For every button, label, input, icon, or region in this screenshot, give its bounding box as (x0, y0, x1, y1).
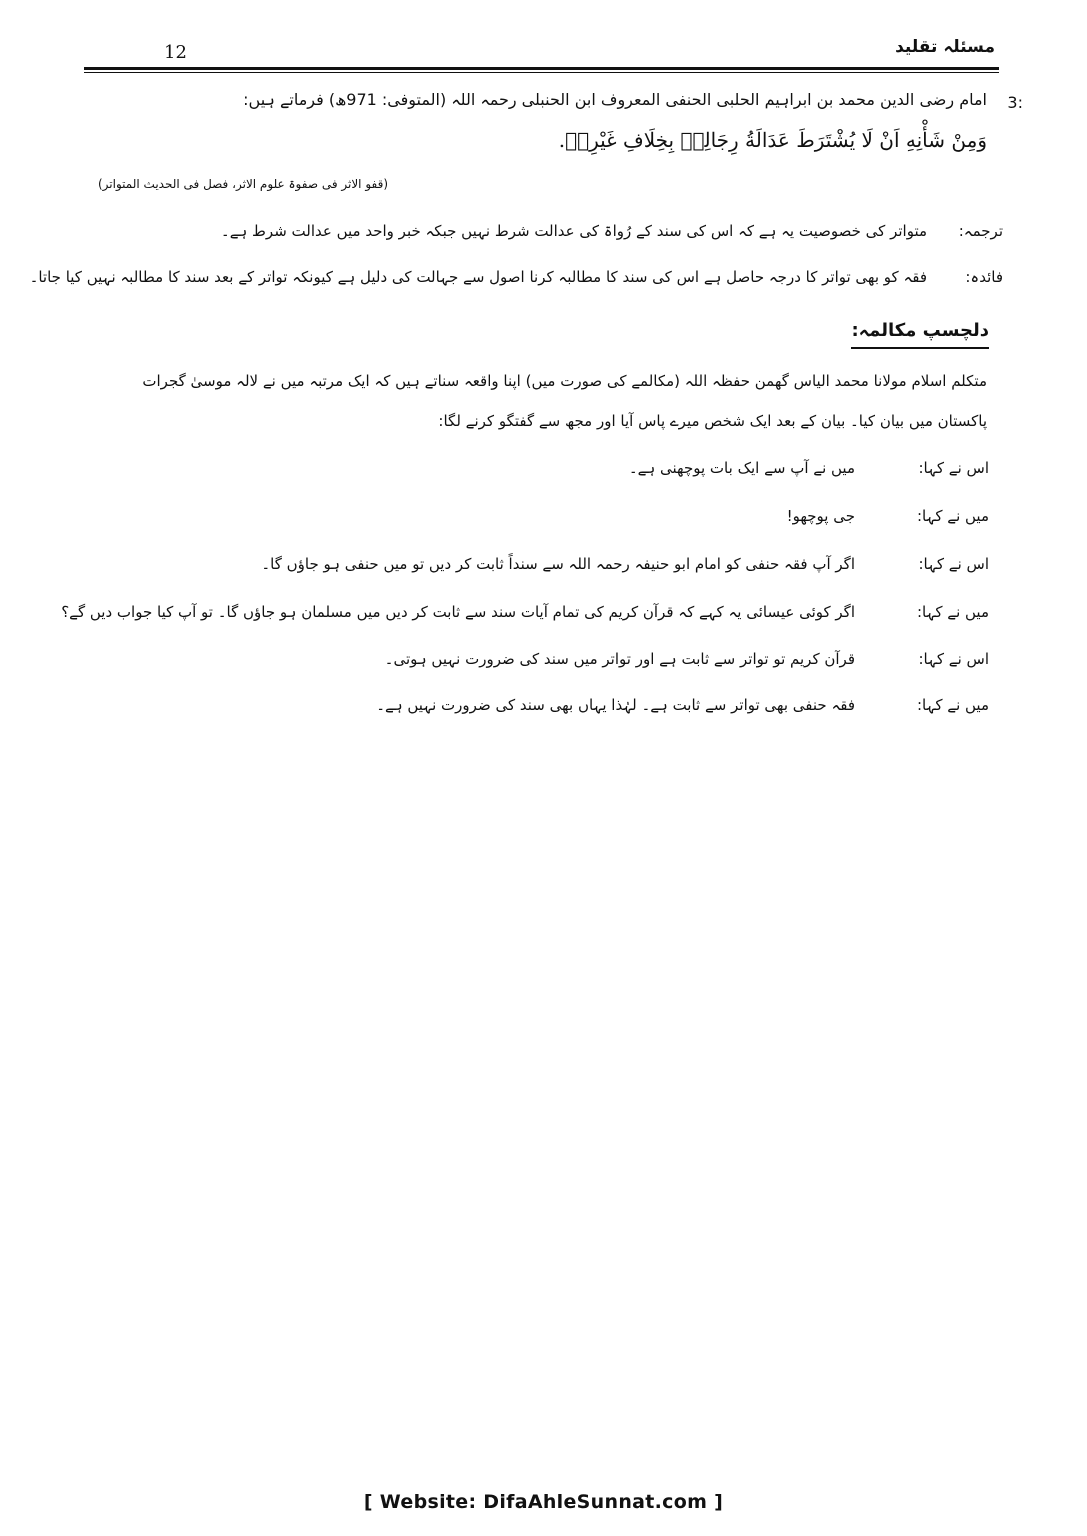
header-divider (84, 67, 999, 70)
page-number: 12 (164, 42, 187, 63)
benefit-text: فقہ کو بھی تواتر کا درجہ حاصل ہے اس کی سند کا مطالبہ کرنا اصول سے جہالت کی دلیل ہے کیونکہ تواتر کے بعد سند کا مطالبہ نہیں کیا جاتا۔ (29, 268, 927, 286)
dialogue-speaker: میں نے کہا: (916, 603, 989, 621)
dialogue-speaker: میں نے کہا: (916, 507, 989, 525)
dialogue-speaker: اس نے کہا: (918, 650, 989, 668)
dialogue-text: قرآن کریم تو تواتر سے ثابت ہے اور تواتر میں سند کی ضرورت نہیں ہوتی۔ (384, 650, 855, 668)
item-intro: امام رضی الدین محمد بن ابراہیم الحلبی الحنفی المعروف ابن الحنبلی رحمہ اللہ (المتوفی: 971ھ) فرماتے ہیں: (243, 90, 987, 109)
translation-text: متواتر کی خصوصیت یہ ہے کہ اس کی سند کے رُواۃ کی عدالت شرط نہیں جبکہ خبر واحد میں عدالت شرط ہے۔ (220, 222, 927, 240)
dialogue-text: اگر کوئی عیسائی یہ کہے کہ قرآن کریم کی تمام آیات سند سے ثابت کر دیں میں مسلمان ہو جاؤں گا۔ تو آپ کیا جواب دیں گے؟ (61, 603, 855, 621)
dialogue-text: اگر آپ فقہ حنفی کو امام ابو حنیفہ رحمہ اللہ سے سنداً ثابت کر دیں تو میں حنفی ہو جاؤں گا۔ (261, 555, 855, 573)
section-heading: دلچسپ مکالمہ: (851, 320, 989, 349)
dialogue-text: جی پوچھو! (786, 507, 855, 525)
translation-label: ترجمہ: (958, 222, 1003, 240)
dialogue-intro-line-1: متکلم اسلام مولانا محمد الیاس گھمن حفظہ اللہ (مکالمے کی صورت میں) اپنا واقعہ سناتے ہیں کہ ایک مرتبہ میں نے لالہ موسیٰ گجرات (142, 372, 987, 390)
dialogue-speaker: اس نے کہا: (918, 555, 989, 573)
running-header-title: مسئلہ تقلید (895, 37, 995, 57)
dialogue-text: فقہ حنفی بھی تواتر سے ثابت ہے۔ لہٰذا یہاں بھی سند کی ضرورت نہیں ہے۔ (376, 696, 855, 714)
item-number: 3: (1007, 93, 1023, 112)
arabic-quote: وَمِنْ شَأْنِهِ اَنْ لَا يُشْتَرَطَ عَدَالَةُ رِجَالِهٖ بِخِلَافِ غَيْرِهٖ. (558, 128, 987, 152)
header-divider-thin (84, 72, 999, 73)
dialogue-text: میں نے آپ سے ایک بات پوچھنی ہے۔ (628, 459, 855, 477)
quote-reference: (قفو الاثر فی صفوۃ علوم الاثر، فصل فی الحدیث المتواتر) (98, 177, 389, 191)
dialogue-intro-line-2: پاکستان میں بیان کیا۔ بیان کے بعد ایک شخص میرے پاس آیا اور مجھ سے گفتگو کرنے لگا: (438, 412, 987, 430)
benefit-label: فائدہ: (965, 268, 1003, 286)
website-footer: [ Website: DifaAhleSunnat.com ] (363, 1491, 724, 1513)
dialogue-speaker: میں نے کہا: (916, 696, 989, 714)
dialogue-speaker: اس نے کہا: (918, 459, 989, 477)
